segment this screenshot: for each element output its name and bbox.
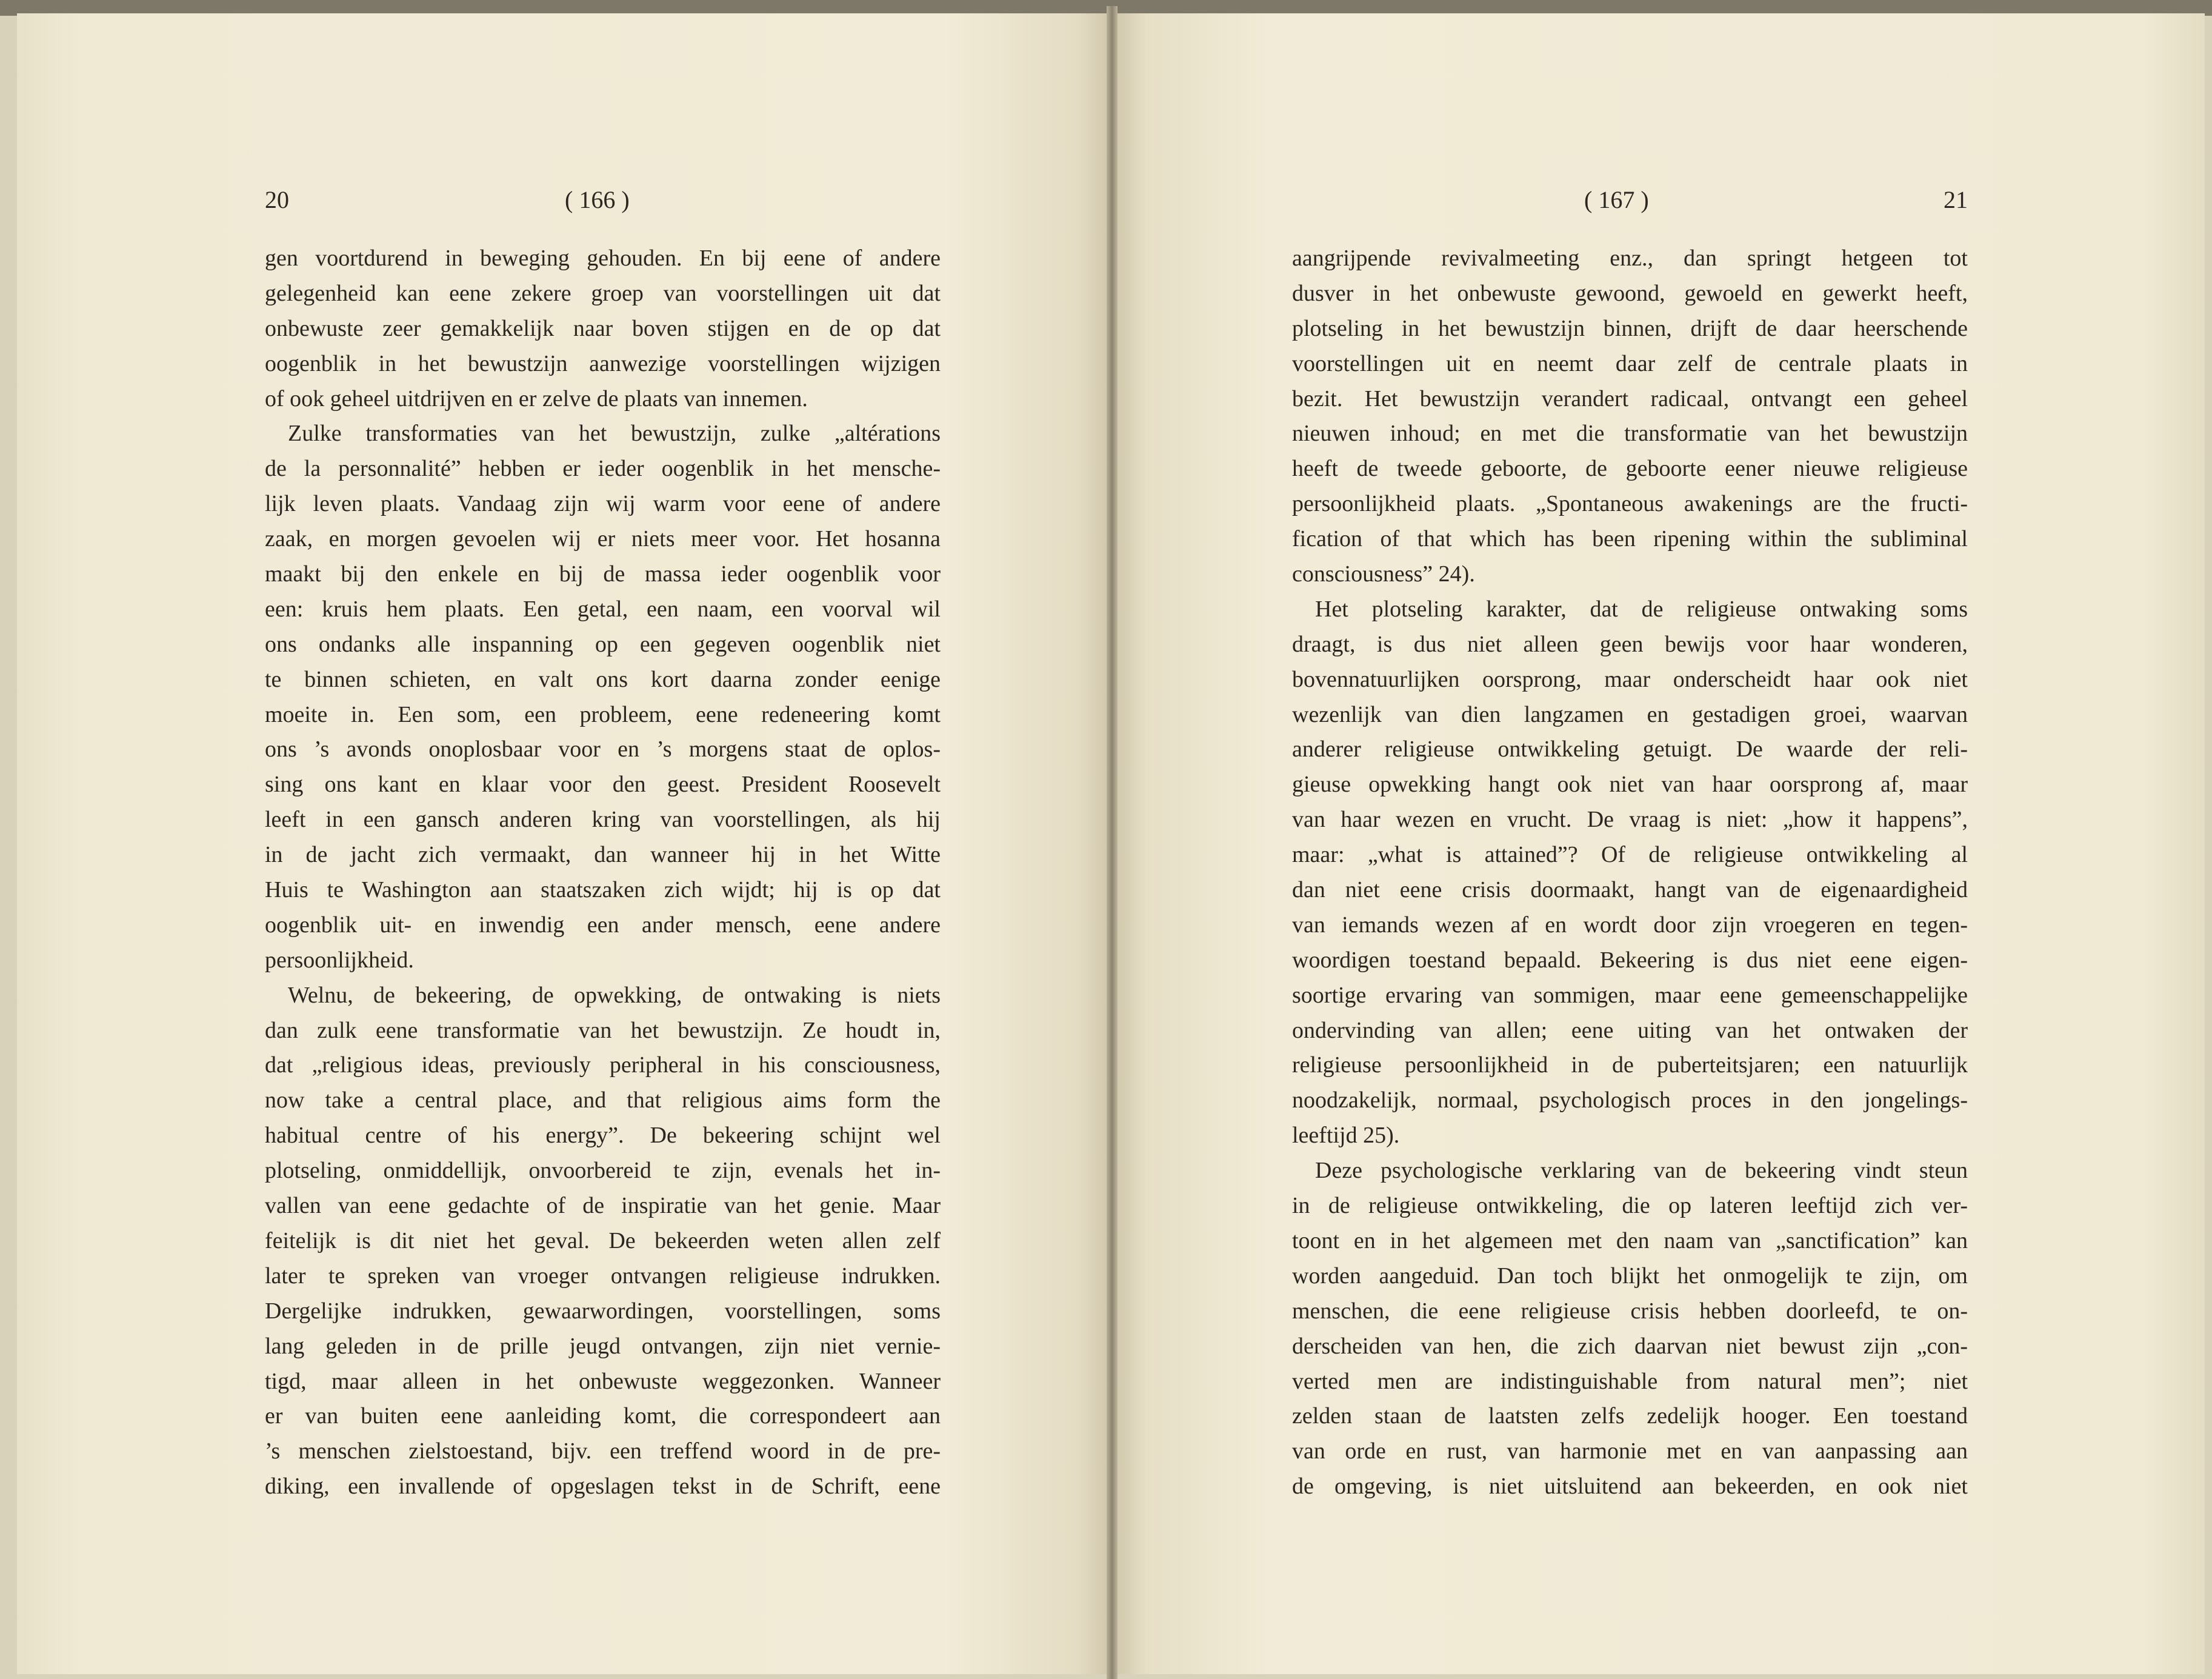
text-line: Zulke transformaties van het bewustzijn, zulke „altérations (288, 421, 941, 447)
text-line: Welnu, de bekeering, de opwekking, de ontwaking is niets (288, 982, 941, 1008)
text-line: draagt, is dus niet alleen geen bewijs voor haar wonderen, (1292, 631, 1968, 657)
text-line: later te spreken van vroeger ontvangen religieuse indrukken. (265, 1263, 941, 1289)
text-line: feitelijk is dit niet het geval. De bekeerden weten allen zelf (265, 1227, 941, 1253)
text-line: leeftijd 25). (1292, 1123, 1400, 1149)
text-line: derscheiden van hen, die zich daarvan niet bewust zijn „con- (1292, 1333, 1968, 1359)
text-line: ondervinding van allen; eene uiting van het ontwaken der (1292, 1017, 1968, 1043)
text-line: oogenblik uit- en inwendig een ander mensch, eene andere (265, 912, 941, 938)
text-line: consciousness” 24). (1292, 561, 1475, 587)
text-line: tigd, maar alleen in het onbewuste weggezonken. Wanneer (265, 1368, 941, 1394)
text-line: Dergelijke indrukken, gewaarwordingen, voorstellingen, soms (265, 1298, 941, 1324)
left-body-text (265, 241, 941, 1504)
text-line: zaak, en morgen gevoelen wij er niets meer voor. Het hosanna (265, 526, 941, 552)
text-line: dat „religious ideas, previously peripheral in his consciousness, (265, 1052, 941, 1078)
text-line: te binnen schieten, en valt ons kort daarna zonder eenige (265, 666, 941, 692)
text-line: fication of that which has been ripening within the subliminal (1292, 526, 1968, 552)
text-line: religieuse persoonlijkheid in de puberteitsjaren; een natuurlijk (1292, 1052, 1968, 1078)
text-line: leeft in een gansch anderen kring van voorstellingen, als hij (265, 807, 941, 833)
right-body-text (1292, 241, 1968, 1504)
text-line: now take a central place, and that religious aims form the (265, 1087, 941, 1113)
text-line: ons ondanks alle inspanning op een gegeven oogenblik niet (265, 631, 941, 657)
text-line: menschen, die eene religieuse crisis hebben doorleefd, te on- (1292, 1298, 1968, 1324)
text-line: Deze psychologische verklaring van de bekeering vindt steun (1315, 1158, 1968, 1184)
text-line: van haar wezen en vrucht. De vraag is niet: „how it happens”, (1292, 807, 1968, 833)
text-line: persoonlijkheid plaats. „Spontaneous awakenings are the fructi- (1292, 491, 1968, 517)
text-line: een: kruis hem plaats. Een getal, een naam, een voorval wil (265, 596, 941, 622)
text-line: voorstellingen uit en neemt daar zelf de centrale plaats in (1292, 350, 1968, 376)
text-line: diking, een invallende of opgeslagen tekst in de Schrift, eene (265, 1474, 941, 1500)
text-line: maakt bij den enkele en bij de massa ieder oogenblik voor (265, 561, 941, 587)
text-line: woordigen toestand bepaald. Bekeering is dus niet eene eigen- (1292, 947, 1968, 973)
text-line: bezit. Het bewustzijn verandert radicaal, ontvangt een geheel (1292, 386, 1968, 412)
text-line: anderer religieuse ontwikkeling getuigt. De waarde der reli- (1292, 736, 1968, 763)
text-line: lang geleden in de prille jeugd ontvangen, zijn niet vernie- (265, 1333, 941, 1359)
text-line: aangrijpende revivalmeeting enz., dan springt hetgeen tot (1292, 245, 1968, 271)
text-line: verted men are indistinguishable from natural men”; niet (1292, 1368, 1968, 1394)
text-line: in de religieuse ontwikkeling, die op lateren leeftijd zich ver- (1292, 1193, 1968, 1219)
left-page-number: 20 (265, 186, 289, 213)
text-line: lijk leven plaats. Vandaag zijn wij warm voor eene of andere (265, 491, 941, 517)
text-line: bovennatuurlijken oorsprong, maar onderscheidt haar ook niet (1292, 666, 1968, 692)
text-line: plotseling in het bewustzijn binnen, drijft de daar heerschende (1292, 315, 1968, 341)
text-line: heeft de tweede geboorte, de geboorte eener nieuwe religieuse (1292, 456, 1968, 482)
text-line: Het plotseling karakter, dat de religieuse ontwaking soms (1315, 596, 1968, 622)
text-line: van orde en rust, van harmonie met en van aanpassing aan (1292, 1438, 1968, 1464)
text-line: of ook geheel uitdrijven en er zelve de plaats van innemen. (265, 386, 808, 412)
text-line: soortige ervaring van sommigen, maar eene gemeenschappelijke (1292, 982, 1968, 1008)
right-running-head: ( 167 ) (1584, 186, 1649, 213)
text-line: er van buiten eene aanleiding komt, die correspondeert aan (265, 1403, 941, 1429)
text-line: Huis te Washington aan staatszaken zich wijdt; hij is op dat (265, 877, 941, 903)
text-line: maar: „what is attained”? Of de religieuse ontwikkeling al (1292, 842, 1968, 868)
text-line: toont en in het algemeen met den naam van „sanctification” kan (1292, 1227, 1968, 1253)
right-page-number: 21 (1944, 186, 1968, 213)
text-line: gieuse opwekking hangt ook niet van haar oorsprong af, maar (1292, 772, 1968, 798)
text-line: persoonlijkheid. (265, 947, 414, 973)
text-line: nieuwen inhoud; en met die transformatie van het bewustzijn (1292, 421, 1968, 447)
text-line: habitual centre of his energy”. De bekeering schijnt wel (265, 1123, 941, 1149)
text-line: zelden staan de laatsten zelfs zedelijk hooger. Een toestand (1292, 1403, 1968, 1429)
text-line: dan zulk eene transformatie van het bewustzijn. Ze houdt in, (265, 1017, 941, 1043)
text-line: dan niet eene crisis doormaakt, hangt van de eigenaardigheid (1292, 877, 1968, 903)
text-line: de omgeving, is niet uitsluitend aan bekeerden, en ook niet (1292, 1474, 1968, 1500)
text-line: oogenblik in het bewustzijn aanwezige voorstellingen wijzigen (265, 350, 941, 376)
text-line: vallen van eene gedachte of de inspiratie van het genie. Maar (265, 1193, 941, 1219)
text-line: plotseling, onmiddellijk, onvoorbereid te zijn, evenals het in- (265, 1158, 941, 1184)
text-line: moeite in. Een som, een probleem, eene redeneering komt (265, 701, 941, 727)
text-line: noodzakelijk, normaal, psychologisch proces in den jongelings- (1292, 1087, 1968, 1113)
text-line: dusver in het onbewuste gewoond, gewoeld en gewerkt heeft, (1292, 280, 1968, 306)
text-line: worden aangeduid. Dan toch blijkt het onmogelijk te zijn, om (1292, 1263, 1968, 1289)
text-line: in de jacht zich vermaakt, dan wanneer hij in het Witte (265, 842, 941, 868)
left-running-head: ( 166 ) (565, 186, 630, 213)
text-line: wezenlijk van dien langzamen en gestadigen groei, waarvan (1292, 701, 1968, 727)
text-line: van iemands wezen af en wordt door zijn vroegeren en tegen- (1292, 912, 1968, 938)
text-line: gen voortdurend in beweging gehouden. En bij eene of andere (265, 245, 941, 271)
text-line: de la personnalité” hebben er ieder oogenblik in het mensche- (265, 456, 941, 482)
text-line: onbewuste zeer gemakkelijk naar boven stijgen en de op dat (265, 315, 941, 341)
text-line: ’s menschen zielstoestand, bijv. een treffend woord in de pre- (265, 1438, 941, 1464)
text-line: sing ons kant en klaar voor den geest. President Roosevelt (265, 772, 941, 798)
text-line: ons ’s avonds onoplosbaar voor en ’s morgens staat de oplos- (265, 736, 941, 763)
book-gutter (1107, 6, 1118, 1679)
text-line: gelegenheid kan eene zekere groep van voorstellingen uit dat (265, 280, 941, 306)
